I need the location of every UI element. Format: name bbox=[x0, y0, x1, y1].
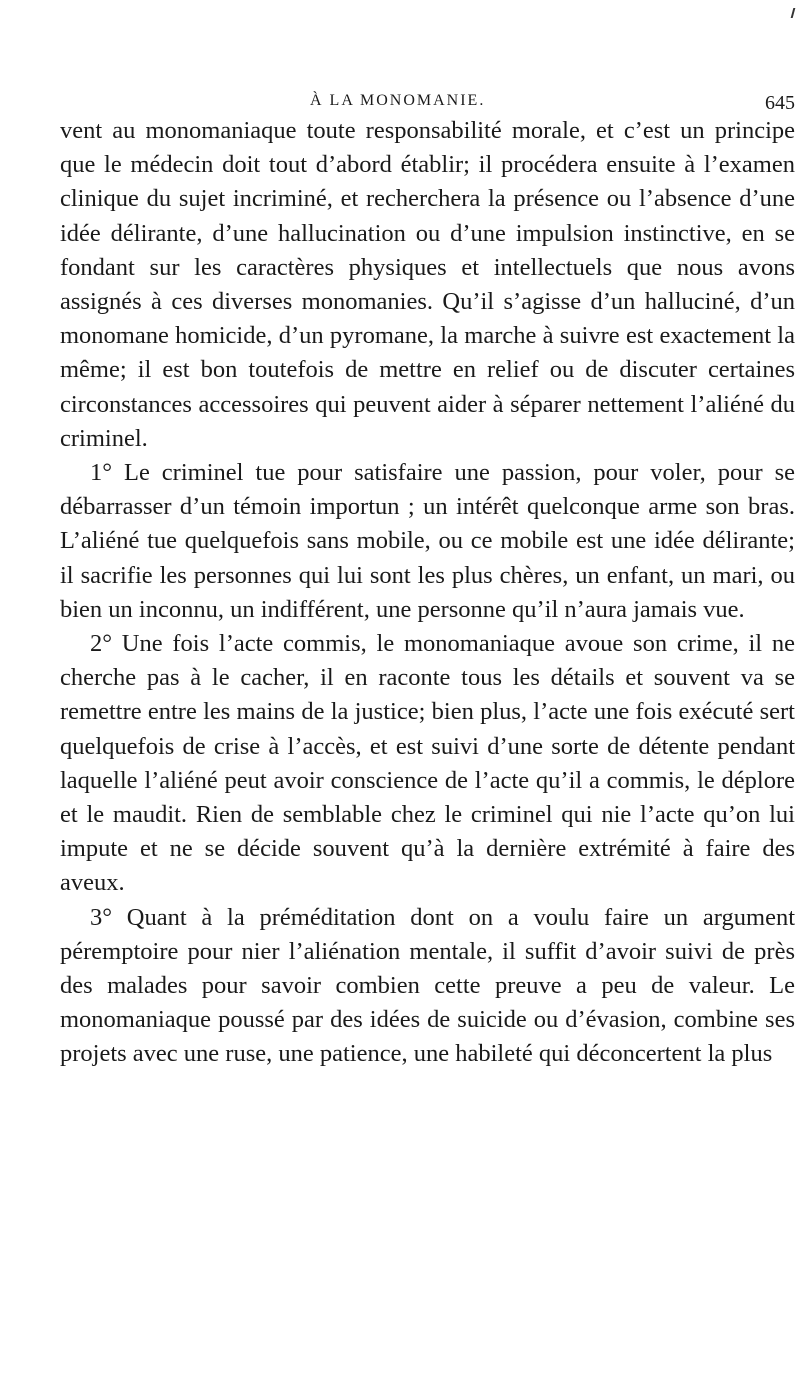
running-title: À LA MONOMANIE. bbox=[310, 92, 486, 109]
paragraph-point-1: 1° Le criminel tue pour satisfaire une passion, pour voler, pour se débarrasser d’un témoin importun ; un intérêt quelconque arme son bras. L’aliéné tue quelquefois sans mobile, ou ce mobile est une idée délirante; il sacrifie les personnes qui lui sont les plus chères, un enfant, un mari, ou bien un inconnu, un indifférent, une personne qu’il n’aura jamais vue. bbox=[60, 459, 795, 623]
margin-mark bbox=[791, 8, 796, 18]
body-text bbox=[60, 114, 795, 1072]
paragraph-continuation: vent au monomaniaque toute responsabilité morale, et c’est un principe que le médecin doit tout d’abord établir; il procédera ensuite à l’examen clinique du sujet incriminé, et recherchera la présence ou l’absence d’une idée délirante, d’une hallucination ou d’une impulsion instinctive, en se fondant sur les caractères physiques et intellectuels que nous avons assignés à ces diverses monomanies. Qu’il s’agisse d’un halluciné, d’un monomane homicide, d’un pyromane, la marche à suivre est exactement la même; il est bon toutefois de mettre en relief ou de discuter certaines circonstances accessoires qui peuvent aider à séparer nettement l’aliéné du criminel. bbox=[60, 117, 795, 452]
paragraph-point-3: 3° Quant à la préméditation dont on a voulu faire un argument péremptoire pour nier l’aliénation mentale, il suffit d’avoir suivi de près des malades pour savoir combien cette preuve a peu de valeur. Le monomaniaque poussé par des idées de suicide ou d’évasion, combine ses projets avec une ruse, une patience, une habileté qui déconcertent la plus bbox=[60, 903, 795, 1068]
page-header bbox=[60, 92, 795, 116]
page-number: 645 bbox=[765, 92, 795, 114]
paragraph-point-2: 2° Une fois l’acte commis, le monomaniaque avoue son crime, il ne cherche pas à le cacher, il en raconte tous les détails et souvent va se remettre entre les mains de la justice; bien plus, l’acte une fois exécuté sert quelquefois de crise à l’accès, et est suivi d’une sorte de détente pendant laquelle l’aliéné peut avoir conscience de l’acte qu’il a commis, le déplore et le maudit. Rien de semblable chez le criminel qui nie l’acte qu’on lui impute et ne se décide souvent qu’à la dernière extrémité à faire des aveux. bbox=[60, 630, 795, 897]
